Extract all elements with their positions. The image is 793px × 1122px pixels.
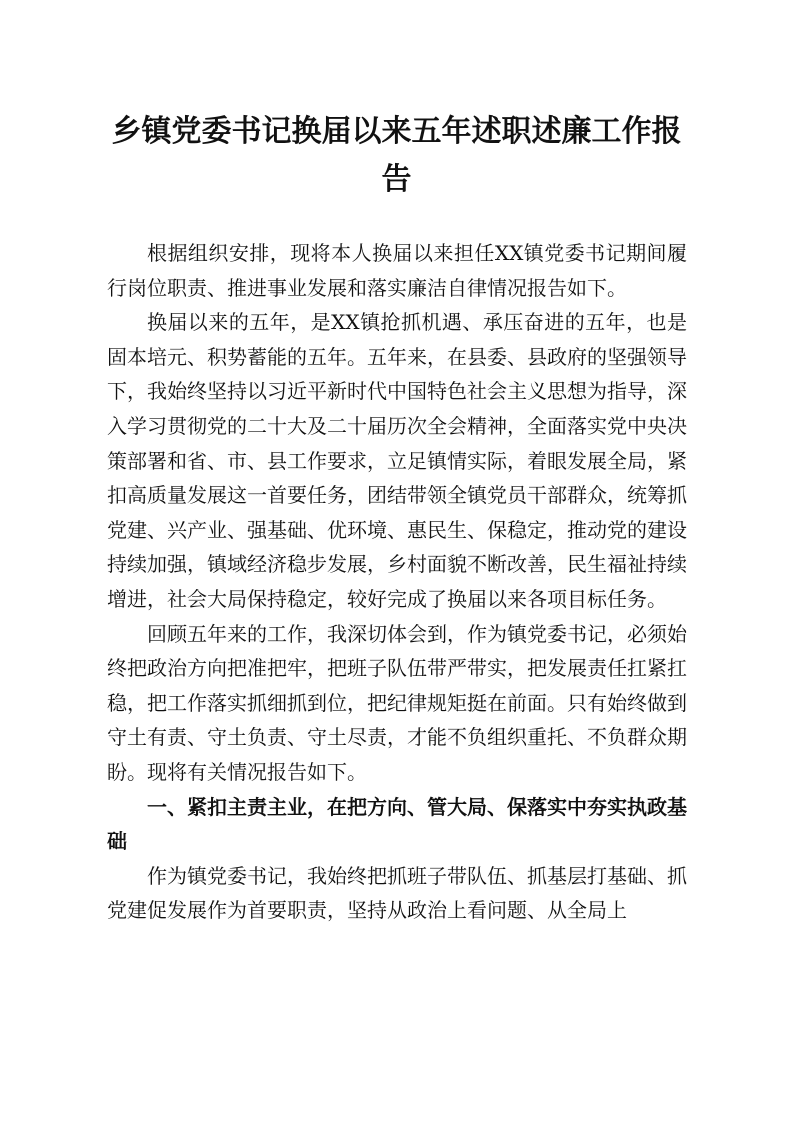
- overview-paragraph: 换届以来的五年，是XX镇抢抓机遇、承压奋进的五年，也是固本培元、积势蓄能的五年。五年来，在县委、县政府的坚强领导下，我始终坚持以习近平新时代中国特色社会主义思想为指导，深入学习贯彻党的二十大及二十届历次全会精神，全面落实党中央决策部署和省、市、县工作要求，立足镇情实际，着眼发展全局，紧扣高质量发展这一首要任务，团结带领全镇党员干部群众，统筹抓党建、兴产业、强基础、优环境、惠民生、保稳定，推动党的建设持续加强，镇域经济稳步发展，乡村面貌不断改善，民生福祉持续增进，社会大局保持稳定，较好完成了换届以来各项目标任务。: [107, 310, 687, 611]
- document-title: 乡镇党委书记换届以来五年述职述廉工作报告: [111, 114, 682, 197]
- document-body: [107, 236, 687, 928]
- section-heading: 一、紧扣主责主业，在把方向、管大局、保落实中夯实执政基础: [107, 794, 687, 854]
- intro-paragraph: 根据组织安排，现将本人换届以来担任XX镇党委书记期间履行岗位职责、推进事业发展和落实廉洁自律情况报告如下。: [107, 241, 687, 300]
- section-paragraph: 作为镇党委书记，我始终把抓班子带队伍、抓基层打基础、抓党建促发展作为首要职责，坚持从政治上看问题、从全局上: [107, 863, 687, 923]
- reflection-paragraph: 回顾五年来的工作，我深切体会到，作为镇党委书记，必须始终把政治方向把准把牢，把班子队伍带严带实，把发展责任扛紧扛稳，把工作落实抓细抓到位，把纪律规矩挺在前面。只有始终做到守土有责、守土负责、守土尽责，才能不负组织重托、不负群众期盼。现将有关情况报告如下。: [107, 621, 687, 784]
